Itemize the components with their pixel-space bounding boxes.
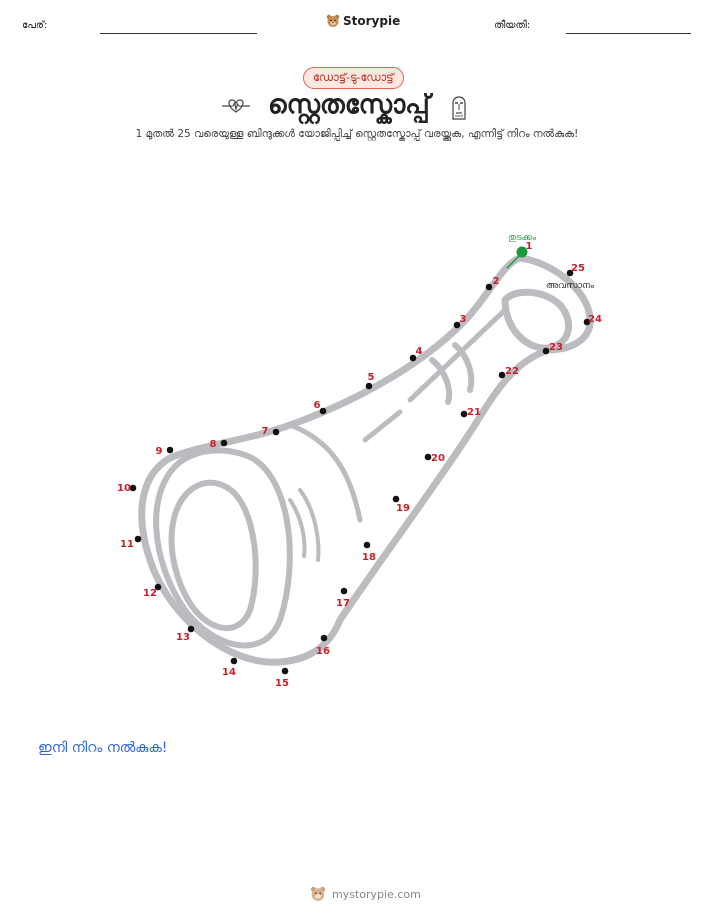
dot-label-4: 4 [415, 346, 423, 357]
date-label: തീയതി: [494, 20, 531, 31]
dot-14[interactable] [231, 658, 238, 665]
dot-label-2: 2 [492, 276, 500, 287]
dot-label-15: 15 [275, 678, 289, 689]
dot-11[interactable] [135, 536, 142, 543]
dot-label-22: 22 [505, 366, 519, 377]
dot-17[interactable] [341, 588, 348, 595]
dot-label-12: 12 [143, 588, 157, 599]
dot-5[interactable] [366, 383, 373, 390]
category-badge: ഡോട്ട്-ടു-ഡോട്ട് [303, 67, 404, 89]
dot-6[interactable] [320, 408, 327, 415]
end-label: അവസാനം [545, 281, 595, 291]
dot-label-3: 3 [459, 314, 467, 325]
dot-label-1: 1 [525, 241, 533, 252]
dot-label-18: 18 [362, 552, 376, 563]
dot-label-16: 16 [316, 646, 330, 657]
dot-15[interactable] [282, 668, 289, 675]
instructions: 1 മുതൽ 25 വരെയുള്ള ബിന്ദുക്കൾ യോജിപ്പിച്ച് സ്റ്റെതസ്കോപ്പ് വരയ്ക്കുക, എന്നിട്ട് നിറം നൽകുക! [135, 128, 579, 140]
dot-label-10: 10 [117, 483, 131, 494]
footer-url[interactable]: mystorypie.com [332, 887, 421, 901]
start-label: തുടക്കം [507, 233, 537, 243]
dot-label-20: 20 [431, 453, 445, 464]
dot-label-21: 21 [467, 407, 481, 418]
dot-16[interactable] [321, 635, 328, 642]
dot-label-5: 5 [367, 372, 375, 383]
name-label: പേര്: [22, 20, 48, 31]
dot-label-6: 6 [313, 400, 321, 411]
dot-label-11: 11 [120, 539, 134, 550]
color-now-prompt: ഇനി നിറം നൽകുക! [38, 740, 168, 756]
dot-label-7: 7 [261, 426, 269, 437]
dot-label-19: 19 [396, 503, 410, 514]
dot-label-8: 8 [209, 439, 217, 450]
bear-icon [310, 886, 326, 902]
stethoscope-guide-drawing [142, 258, 590, 662]
footer [310, 886, 421, 902]
page-title: സ്റ്റെതസ്കോപ്പ് [268, 90, 430, 120]
dot-label-9: 9 [155, 446, 163, 457]
dot-9[interactable] [167, 447, 174, 454]
dot-label-23: 23 [549, 342, 563, 353]
dot-19[interactable] [393, 496, 400, 503]
dot-label-13: 13 [176, 632, 190, 643]
dot-label-25: 25 [571, 263, 585, 274]
dot-label-14: 14 [222, 667, 236, 678]
dot-2[interactable] [486, 284, 493, 291]
dot-7[interactable] [273, 429, 280, 436]
dot-18[interactable] [364, 542, 371, 549]
dot-label-17: 17 [336, 598, 350, 609]
brand-name: Storypie [343, 14, 401, 28]
dot-label-24: 24 [588, 314, 602, 325]
dot-8[interactable] [221, 440, 228, 447]
